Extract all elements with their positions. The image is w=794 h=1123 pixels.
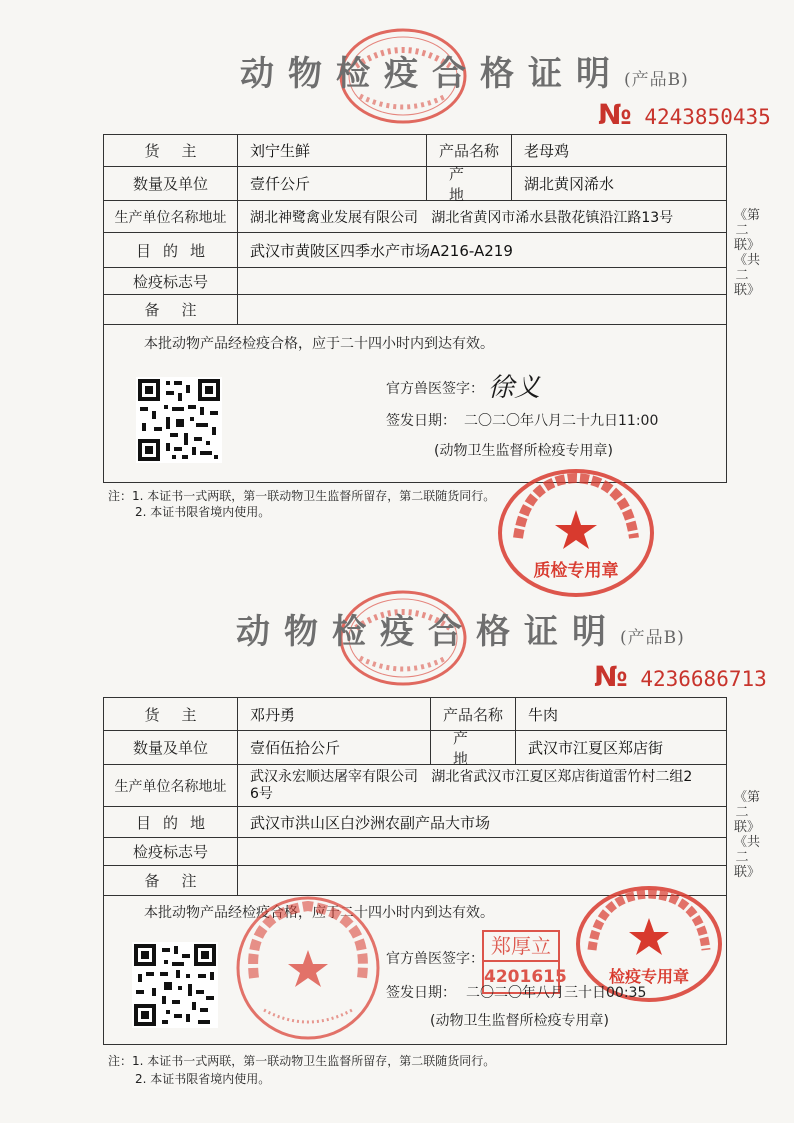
vet-stamp-id: 4201615: [484, 967, 567, 987]
issue-date-value: 二〇二〇年八月二十九日11:00: [464, 413, 659, 429]
row-destination: [104, 807, 726, 838]
serial-number: № 4243850435: [598, 98, 771, 131]
seal-caption: (动物卫生监督所检疫专用章): [430, 1013, 609, 1029]
label-product-name: 产品名称: [426, 135, 512, 166]
value-remarks: [238, 295, 728, 324]
serial-number: № 4236686713: [594, 660, 767, 693]
footnote-2: 2. 本证书限省境内使用。: [135, 1072, 271, 1086]
svg-text:质检专用章: 质检专用章: [533, 561, 619, 581]
label-remarks: 备注: [104, 866, 238, 895]
label-owner: 货主: [104, 135, 238, 166]
value-quantity: 壹仟公斤: [250, 175, 311, 193]
label-producer: 生产单位名称地址: [104, 765, 238, 806]
row-quarantine-mark: [104, 838, 726, 866]
value-owner: 刘宁生鲜: [250, 142, 311, 160]
title-suffix: (产品B): [624, 70, 689, 90]
label-producer: 生产单位名称地址: [104, 201, 238, 232]
vet-signature: 徐义: [488, 373, 541, 403]
side-note: 《第二联》《共二联》: [734, 790, 761, 880]
row-producer: [104, 765, 726, 807]
label-owner: 货主: [104, 698, 238, 730]
row-destination: [104, 233, 726, 268]
value-origin: 湖北黄冈浠水: [524, 175, 615, 193]
row-owner: [104, 135, 726, 167]
vet-signature-label: 官方兽医签字：: [386, 381, 484, 397]
issue-date-label: 签发日期：: [386, 985, 456, 1001]
side-note: 《第二联》《共二联》: [734, 208, 761, 298]
label-remarks: 备注: [104, 295, 238, 324]
label-product-name: 产品名称: [430, 698, 516, 730]
value-destination: 武汉市黄陂区四季水产市场A216-A219: [250, 241, 513, 260]
row-producer: [104, 201, 726, 233]
title-suffix: (产品B): [620, 628, 685, 648]
label-destination: 目的地: [104, 233, 238, 267]
label-origin: 产地: [430, 731, 516, 764]
qr-code: [136, 377, 222, 463]
statement-text: 本批动物产品经检疫合格，应于二十四小时内到达有效。: [144, 336, 494, 352]
label-quantity: 数量及单位: [104, 167, 238, 200]
merchant-seal-stamp: [234, 894, 382, 1042]
value-producer: [238, 201, 728, 232]
issue-date-label: 签发日期：: [386, 413, 456, 429]
value-quarantine-mark: [238, 838, 728, 865]
statement-text: 本批动物产品经检疫合格，应于二十四小时内到达有效。: [144, 905, 494, 921]
value-producer-line1: 湖北神鹭禽业发展有限公司 湖北省黄冈市浠水县散花镇沿江路13号: [250, 209, 674, 226]
page-title: 动物检疫合格证明(产品B): [240, 54, 689, 94]
certificate-table: [103, 697, 727, 1045]
seal-caption: (动物卫生监督所检疫专用章): [434, 443, 613, 459]
certificate-2: [0, 562, 794, 1123]
svg-text:检疫专用章: 检疫专用章: [608, 967, 690, 986]
value-producer-line1: 武汉永宏顺达屠宰有限公司 湖北省武汉市江夏区郑店街道雷竹村二组2: [250, 768, 693, 785]
vet-stamp-name: 郑厚立: [484, 932, 558, 962]
issue-date-value: 二〇二〇年八月三十日00:35: [466, 985, 647, 1001]
value-owner: 邓丹勇: [250, 705, 296, 724]
value-product-name: 牛肉: [528, 705, 559, 724]
label-quantity: 数量及单位: [104, 731, 238, 764]
row-owner: [104, 698, 726, 731]
label-quarantine-mark: 检疫标志号: [104, 838, 238, 865]
page-title: 动物检疫合格证明(产品B): [236, 612, 685, 652]
label-origin: 产地: [426, 167, 512, 200]
row-quarantine-mark: [104, 268, 726, 295]
vet-signature-label: 官方兽医签字：: [386, 951, 484, 967]
certificate-table: [103, 134, 727, 483]
value-destination: 武汉市洪山区白沙洲农副产品大市场: [250, 813, 491, 832]
value-producer-line2: 6号: [250, 785, 273, 802]
value-producer: [238, 765, 728, 806]
footnote-2: 2. 本证书限省境内使用。: [135, 505, 271, 519]
footnote-1: 注：1. 本证书一式两联，第一联动物卫生监督所留存，第二联随货同行。: [108, 1054, 496, 1068]
value-quantity: 壹佰伍拾公斤: [250, 739, 341, 757]
row-quantity: [104, 728, 726, 768]
row-remarks: [104, 295, 726, 325]
value-product-name: 老母鸡: [524, 142, 570, 160]
value-origin: 武汉市江夏区郑店街: [528, 739, 664, 757]
qr-code: [132, 942, 218, 1028]
row-quantity: [104, 164, 726, 204]
footnote-1: 注：1. 本证书一式两联，第一联动物卫生监督所留存，第二联随货同行。: [108, 489, 496, 503]
label-destination: 目的地: [104, 807, 238, 837]
label-quarantine-mark: 检疫标志号: [104, 268, 238, 294]
value-quarantine-mark: [238, 268, 728, 294]
